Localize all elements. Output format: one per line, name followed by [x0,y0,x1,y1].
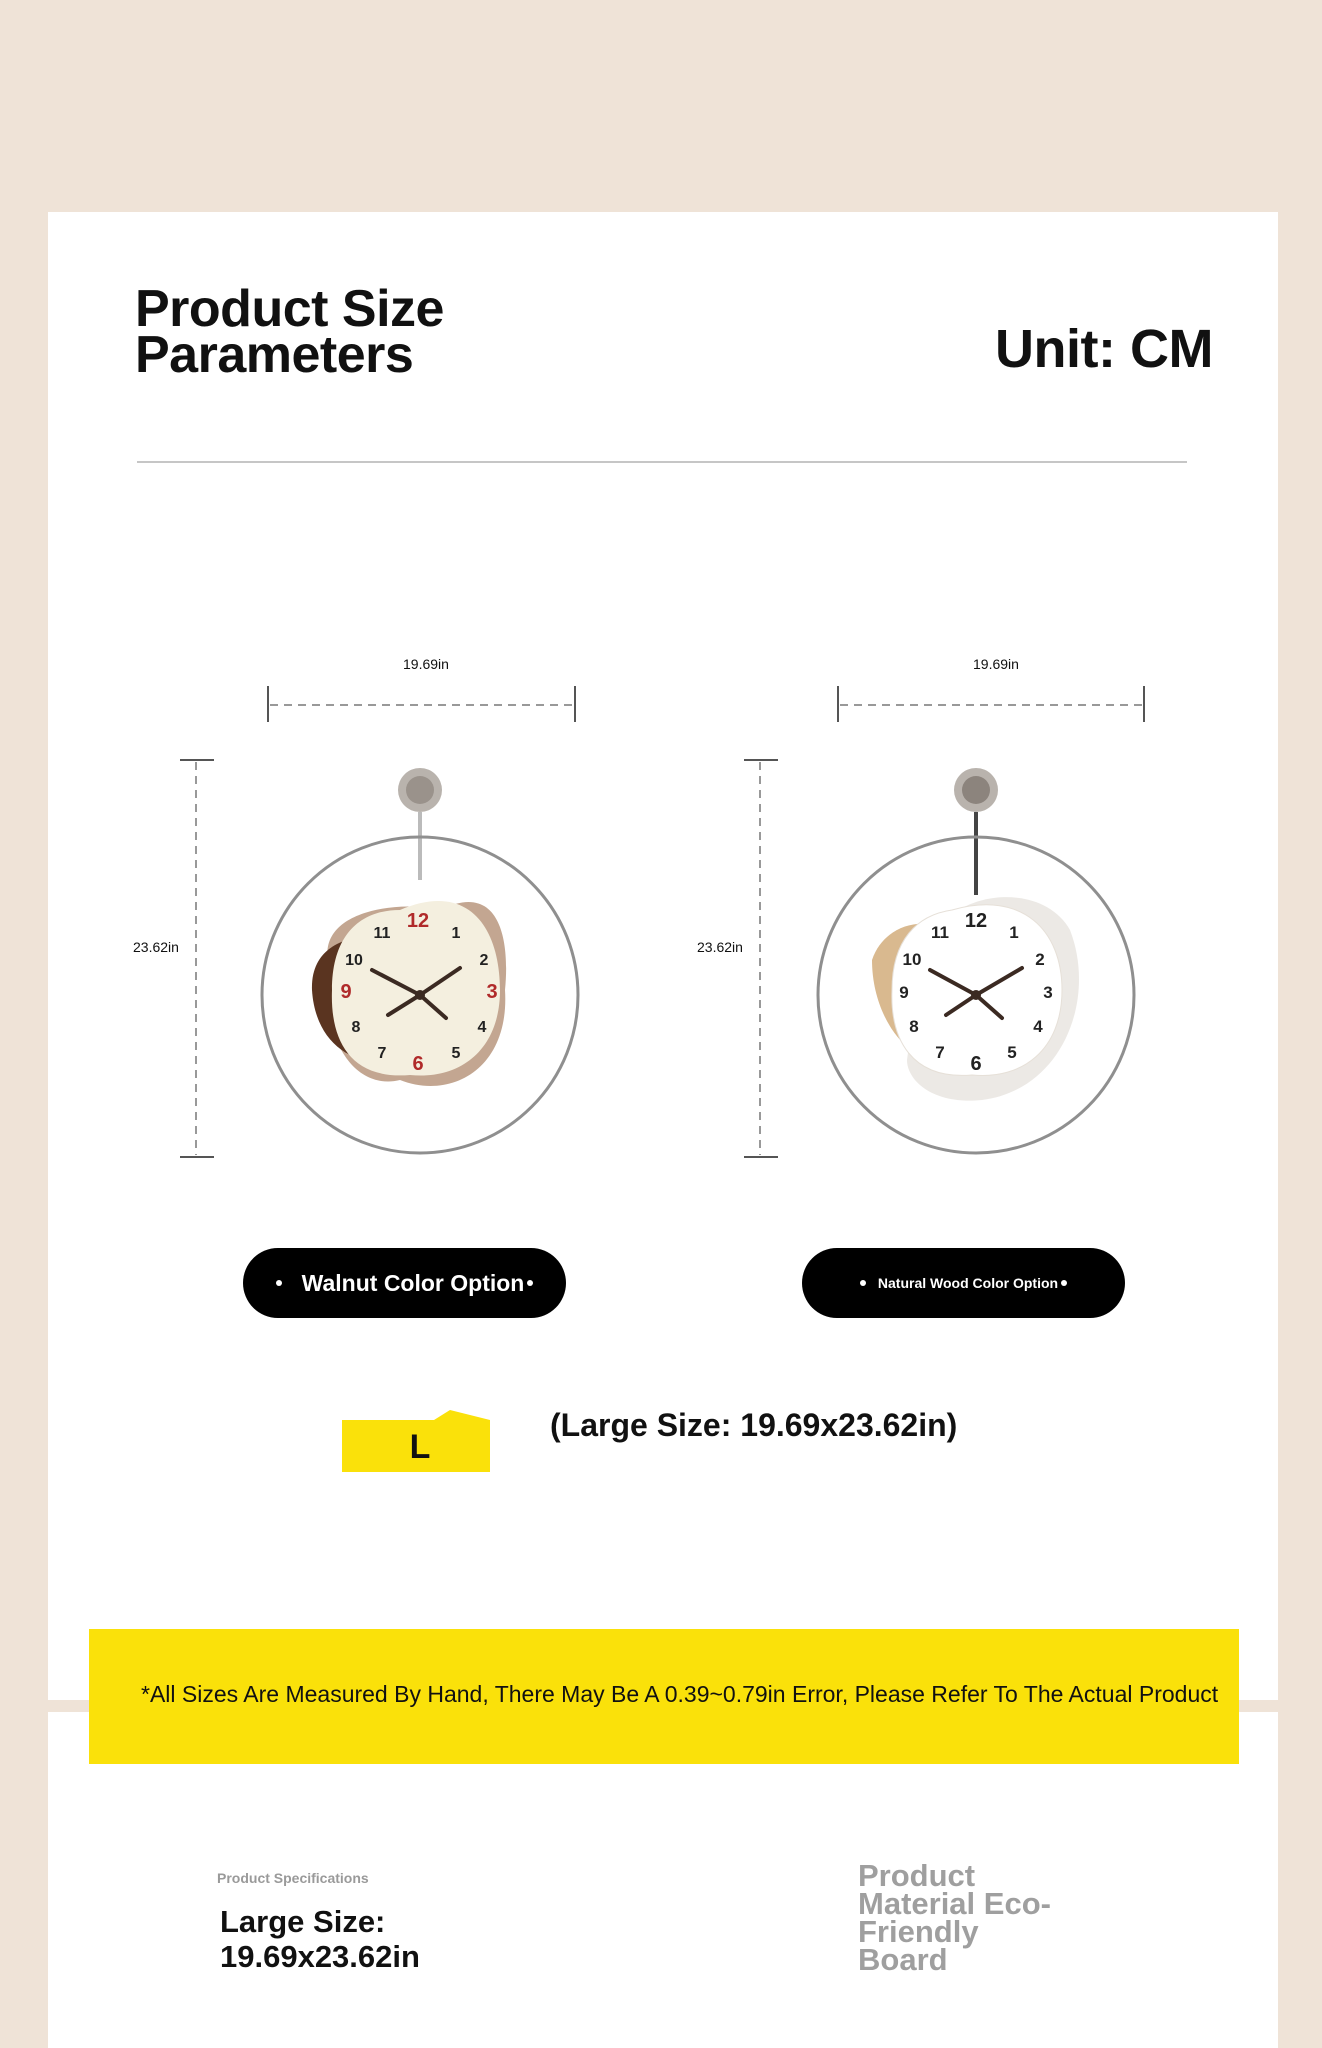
svg-text:6: 6 [970,1053,982,1075]
notice-text: *All Sizes Are Measured By Hand, There May Be A 0.39~0.79in Error, Please Refer To The Actual Product [141,1681,1219,1707]
width-label: 19.69in [403,656,449,672]
unit-label: Unit: CM [995,319,1213,379]
svg-text:5: 5 [451,1045,461,1062]
svg-text:1: 1 [451,925,461,942]
svg-text:4: 4 [1033,1017,1043,1036]
size-letter: L [409,1428,431,1466]
svg-text:8: 8 [909,1017,919,1036]
svg-text:12: 12 [406,910,430,932]
natural-wood-option-pill[interactable] [802,1248,1125,1318]
svg-text:10: 10 [902,950,922,969]
height-label: 23.62in [697,939,743,955]
svg-text:10: 10 [345,952,363,969]
height-label: 23.62in [133,939,179,955]
svg-text:4: 4 [477,1019,487,1036]
svg-text:6: 6 [412,1053,424,1075]
svg-text:2: 2 [1035,950,1045,969]
svg-text:2: 2 [479,952,489,969]
svg-text:8: 8 [351,1019,361,1036]
svg-text:1: 1 [1009,923,1019,942]
page-title: Product Size Parameters [135,280,444,384]
dot-icon [527,1280,533,1286]
size-description: (Large Size: 19.69x23.62in) [550,1407,958,1443]
svg-text:5: 5 [1007,1043,1017,1062]
svg-text:7: 7 [377,1045,387,1062]
dot-icon [860,1280,866,1286]
svg-text:7: 7 [935,1043,945,1062]
walnut-clock-image [250,760,590,1160]
svg-text:9: 9 [340,981,352,1003]
width-label: 19.69in [973,656,1019,672]
svg-text:11: 11 [373,925,391,942]
svg-text:3: 3 [1043,983,1053,1002]
dot-icon [1061,1280,1067,1286]
size-badge [342,1410,490,1472]
svg-text:9: 9 [899,983,909,1002]
svg-text:12: 12 [964,910,988,932]
walnut-option-pill[interactable] [243,1248,566,1318]
natural-wood-clock-image [812,760,1152,1160]
option-label: Walnut Color Option [301,1269,525,1296]
dot-icon [276,1280,282,1286]
svg-text:11: 11 [931,923,949,942]
option-label: Natural Wood Color Option [877,1275,1059,1291]
spec-value: Large Size: 19.69x23.62in [220,1904,420,1974]
svg-text:3: 3 [486,981,498,1003]
material-text: Product Material Eco-Friendly Board [858,1858,1051,1977]
spec-label: Product Specifications [217,1870,369,1886]
